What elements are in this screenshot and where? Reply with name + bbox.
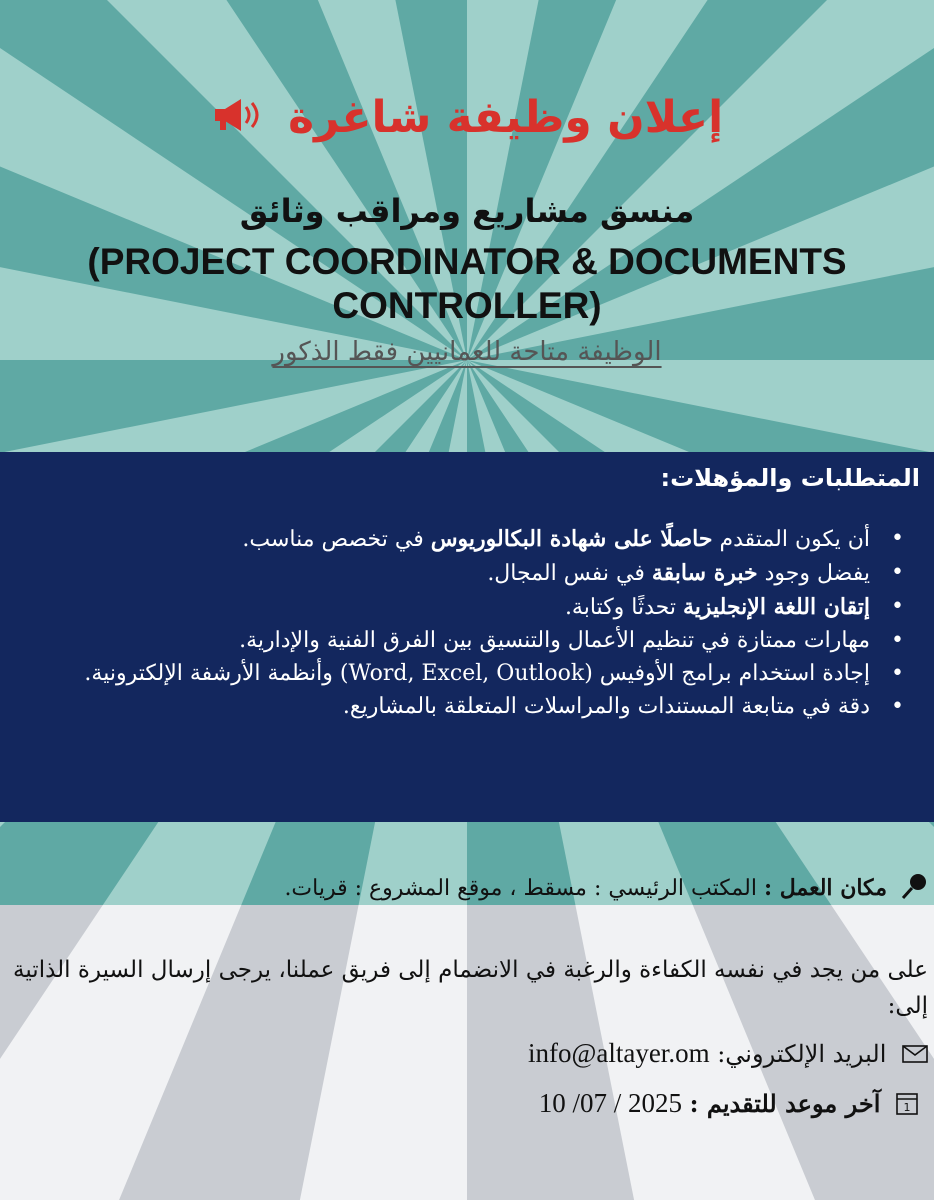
- list-item: • إتقان اللغة الإنجليزية تحدثًا وكتابة.: [24, 592, 904, 623]
- pin-icon: [900, 872, 928, 906]
- list-item: • أن يكون المتقدم حاصلًا على شهادة البكالوريوس في تخصص مناسب.: [24, 524, 904, 555]
- requirements-list: [24, 524, 904, 725]
- requirements-panel: [0, 452, 934, 822]
- headline: [0, 92, 934, 146]
- svg-text:1: 1: [903, 1100, 911, 1114]
- eligibility-note: الوظيفة متاحة للعمانيين فقط الذكور: [272, 337, 662, 367]
- megaphone-icon: [211, 95, 263, 146]
- header-section: [0, 0, 934, 452]
- email-icon: [902, 1042, 928, 1070]
- role-title-arabic: منسق مشاريع ومراقب وثائق: [239, 192, 695, 230]
- requirements-title: المتطلبات والمؤهلات:: [660, 464, 920, 492]
- deadline-label: آخر موعد للتقديم :: [689, 1089, 881, 1118]
- work-location-value: المكتب الرئيسي : مسقط ، موقع المشروع : قريات.: [284, 876, 757, 901]
- work-location-label: مكان العمل :: [763, 875, 887, 901]
- application-instructions: على من يجد في نفسه الكفاءة والرغبة في الانضمام إلى فريق عملنا، يرجى إرسال السيرة الذاتية إلى:: [13, 957, 928, 1019]
- email-line: [528, 1038, 928, 1070]
- headline-text: إعلان وظيفة شاغرة: [288, 92, 724, 143]
- list-item: • إجادة استخدام برامج الأوفيس (Word, Excel, Outlook) وأنظمة الأرشفة الإلكترونية.: [24, 659, 904, 689]
- email-label: البريد الإلكتروني:: [717, 1040, 887, 1068]
- work-location: [8, 872, 928, 906]
- email-address[interactable]: info@altayer.om: [528, 1038, 710, 1068]
- calendar-icon: [896, 1091, 918, 1121]
- list-item: • مهارات ممتازة في تنظيم الأعمال والتنسيق بين الفرق الفنية والإدارية.: [24, 626, 904, 656]
- deadline-date: 10 /07 / 2025: [538, 1088, 682, 1118]
- list-item: • دقة في متابعة المستندات والمراسلات المتعلقة بالمشاريع.: [24, 692, 904, 722]
- list-item: • يفضل وجود خبرة سابقة في نفس المجال.: [24, 558, 904, 589]
- role-title-english: (PROJECT COORDINATOR & DOCUMENTS CONTROLLER): [87, 241, 847, 326]
- deadline-line: [539, 1088, 918, 1121]
